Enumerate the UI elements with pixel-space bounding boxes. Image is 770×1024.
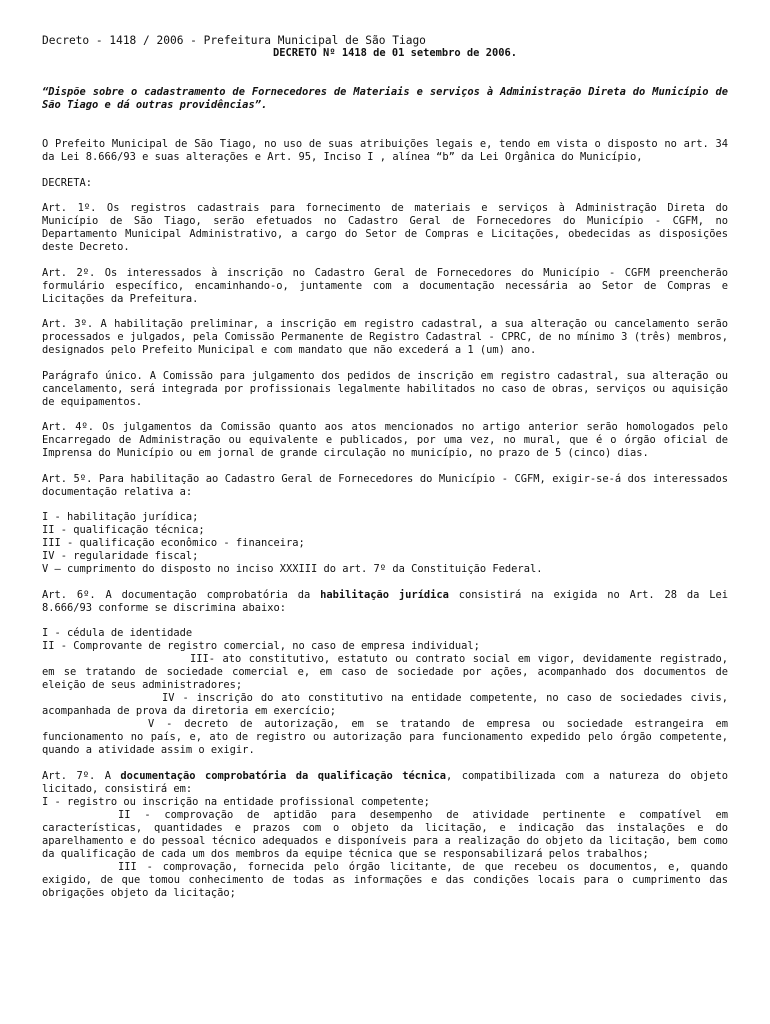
list-item: V – cumprimento do disposto no inciso XXXIII do art. 7º da Constituição Federal. [42, 563, 543, 575]
decree-summary: “Dispõe sobre o cadastramento de Fornecedores de Materiais e serviços à Administração Direta do Município de São Tiago e dá outras providências”. [42, 86, 728, 111]
article-6-text-start: Art. 6º. A documentação comprobatória da [42, 588, 321, 601]
article-6-text-end: consistirá na exigida no Art. 28 da Lei 8.666/93 conforme se discrimina abaixo: [42, 588, 729, 614]
article-7-text-end: , compatibilizada com a natureza do objeto licitado, consistirá em: [42, 769, 728, 795]
article-6-bold-term: habilitação jurídica [320, 588, 449, 601]
article-7 [42, 770, 728, 796]
article-2: Art. 2º. Os interessados à inscrição no Cadastro Geral de Fornecedores do Município - CGFM preencherão formulário específico, encaminhando-o, juntamente com a documentação necessária ao Setor de Compras e Licitações da Prefeitura. [42, 266, 728, 305]
list-item: IV - regularidade fiscal; [42, 550, 199, 562]
preamble-paragraph: O Prefeito Municipal de São Tiago, no uso de suas atribuições legais e, tendo em vista o disposto no art. 34 da Lei 8.666/93 e suas alterações e Art. 95, Inciso I , alínea “b” da Lei Orgânica do Município, [42, 138, 728, 163]
article-4: Art. 4º. Os julgamentos da Comissão quanto aos atos mencionados no artigo anterior serão homologados pelo Encarregado de Administração ou equivalente e publicados, por uma vez, no mural, que é o órgão oficial de Imprensa do Município ou em jornal de grande circulação no município, no prazo de 5 (cinco) dias. [42, 421, 728, 459]
document-header: Decreto - 1418 / 2006 - Prefeitura Municipal de São Tiago [42, 34, 426, 47]
list-item: II - comprovação de aptidão para desempenho de atividade pertinente e compatível em características, quantidades e prazos com o objeto da licitação, e indicação das instalações e do aparelhamento e do pessoal técnico adequados e disponíveis para a realização do objeto da licitação, bem como da qualificação de cada um dos membros da equipe técnica que se responsabilizará pelos trabalhos; [42, 808, 728, 860]
list-item: III- ato constitutivo, estatuto ou contrato social em vigor, devidamente registrado, em se tratando de sociedade comercial e, em caso de sociedade por ações, acompanhado dos documentos de eleição de seus administradores; [42, 653, 728, 691]
article-3: Art. 3º. A habilitação preliminar, a inscrição em registro cadastral, a sua alteração ou cancelamento serão processados e julgados, pela Comissão Permanente de Registro Cadastral - CPRC, de no mínimo 3 (três) membros, designados pelo Prefeito Municipal e com mandato que não excederá a 1 (um) ano. [42, 318, 728, 356]
article-5: Art. 5º. Para habilitação ao Cadastro Geral de Fornecedores do Município - CGFM, exigir-se-á dos interessados documentação relativa a: [42, 472, 728, 498]
list-item: V - decreto de autorização, em se tratando de empresa ou sociedade estrangeira em funcionamento no país, e, ato de registro ou autorização para funcionamento expedido pelo órgão competente, quando a atividade assim o exigir. [42, 718, 728, 756]
list-item: II - qualificação técnica; [42, 524, 205, 536]
article-7-list [42, 796, 728, 900]
article-7-bold-term: documentação comprobatória da qualificação técnica [120, 769, 447, 782]
article-5-list [42, 511, 728, 576]
list-item: IV - inscrição do ato constitutivo na entidade competente, no caso de sociedades civis, acompanhada de prova da diretoria em exercício; [42, 692, 728, 717]
list-item: III - comprovação, fornecida pelo órgão licitante, de que recebeu os documentos, e, quando exigido, de que tomou conhecimento de todas as informações e das condições locais para o cumprimento das obrigações objeto da licitação; [42, 860, 728, 899]
list-item: III - qualificação econômico - financeira; [42, 537, 305, 549]
list-item: I - registro ou inscrição na entidade profissional competente; [42, 795, 430, 808]
decree-document [42, 34, 728, 900]
list-item: II - Comprovante de registro comercial, no caso de empresa individual; [42, 640, 480, 652]
article-6 [42, 589, 728, 615]
list-item: I - habilitação jurídica; [42, 511, 199, 523]
list-item: I - cédula de identidade [42, 627, 193, 639]
article-6-list [42, 627, 728, 757]
decree-title: DECRETO Nº 1418 de 01 setembro de 2006. [273, 47, 517, 59]
decreta-heading: DECRETA: [42, 176, 93, 189]
article-3-sole-paragraph: Parágrafo único. A Comissão para julgamento dos pedidos de inscrição em registro cadastral, sua alteração ou cancelamento, será integrada por profissionais legalmente habilitados no caso de obras, serviços ou aquisição de equipamentos. [42, 369, 728, 408]
article-1: Art. 1º. Os registros cadastrais para fornecimento de materiais e serviços à Administração Direta do Município de São Tiago, serão efetuados no Cadastro Geral de Fornecedores do Município - CGFM, no Departamento Municipal Administrativo, a cargo do Setor de Compras e Licitações, obedecidas as disposições deste Decreto. [42, 202, 728, 253]
article-7-text-start: Art. 7º. A [42, 769, 121, 782]
